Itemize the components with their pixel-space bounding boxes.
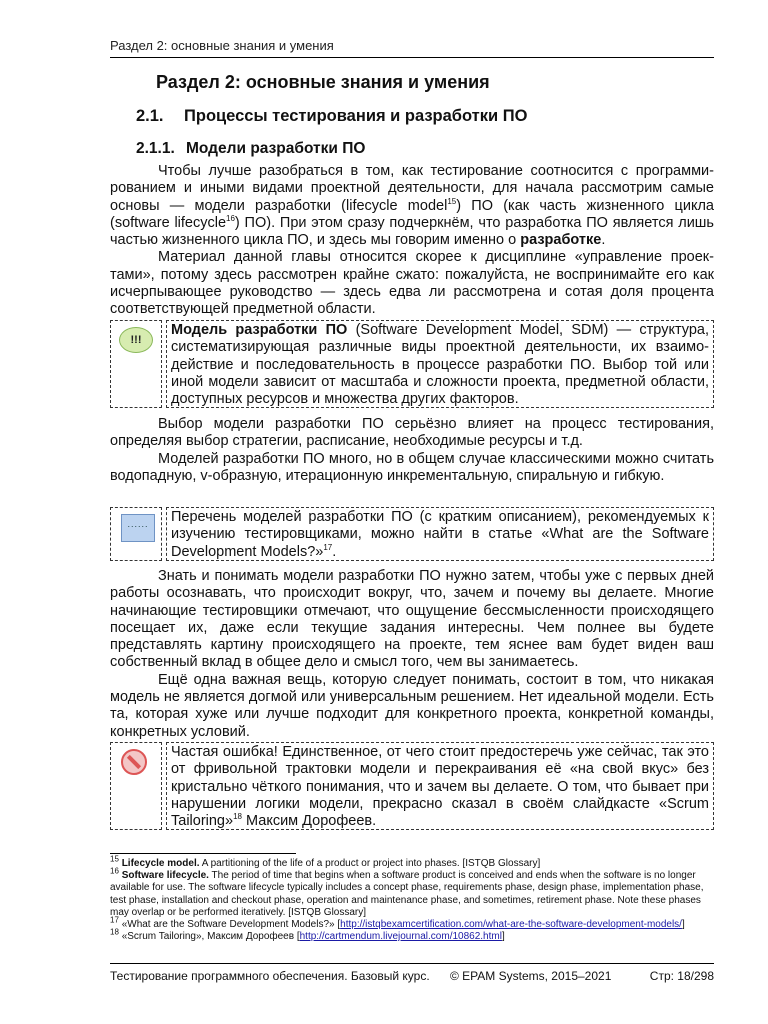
subsubsection-title: Модели разработки ПО — [186, 140, 366, 157]
bold-term-development: разработке — [520, 232, 602, 249]
running-header: Раздел 2: основные знания и умения — [110, 38, 714, 58]
footnote-15: $^{15}$ Lifecycle model. A partitioning of the life of a product or project into phases. [ISTQB Glossary] — [110, 854, 541, 869]
footnote-ref-15[interactable]: 15 — [447, 196, 457, 206]
paragraph-model-choice: Выбор модели разработки ПО серьёзно влияет на процесс тестирования, определяя выбор стратегии, расписание, необходимые ресурсы и т.д. — [110, 416, 714, 450]
paragraph-scope: Материал данной главы относится скорее к дисциплине «управление проектами», потому здесь рассмотрен крайне сжато: пожалуйста, не воспринимайте его как исчерпывающее руководство — здесь едва ли рассмотрена и сотая доля процента соответствующей предметной области. — [110, 249, 714, 318]
subsubsection-heading — [136, 140, 365, 158]
note-text: Перечень моделей разработки ПО (с кратким описанием), рекомендуемых к изучению тестировщиками, можно найти в статье «What are the Software Development Models?»$^{17}$. — [166, 507, 714, 561]
subsection-number: 2.1. — [136, 107, 164, 125]
intro-paragraphs — [110, 163, 714, 319]
exclamation-icon: !!! — [119, 327, 153, 353]
definition-callout — [110, 320, 714, 408]
paragraph-model-types: Моделей разработки ПО много, но в общем случае классическими можно считать водопадную, v-образную, итерационную инкрементальную, спиральную и гибкую. — [110, 450, 714, 484]
subsubsection-number: 2.1.1. — [136, 140, 175, 157]
paragraph-intro: Чтобы лучше разобраться в том, как тестирование соотносится с программированием и иными видами проектной деятельности, для начала рассмотрим самые основы — модели разработки (lifecycle model$^{15}$) ПО (как часть жизненного цикла (software lifecycle$^{16}$) ПО). При этом сразу подчеркнём, что разработка ПО является лишь частью жизненного цикла ПО, и здесь мы говорим именно о разработке. — [110, 163, 714, 249]
warning-text: Частая ошибка! Единственное, от чего стоит предостеречь уже сейчас, так это от фривольной трактовки модели и перекраивания её «на свой вкус» без кристально чёткого понимания, что и зачем вы делаете. О том, что бывает при нарушении логики модели, прекрасно сказал в своём слайдкасте «Scrum Tailoring»$^{18}$ Максим Дорофеев. — [166, 742, 714, 830]
section-title: Раздел 2: основные знания и умения — [156, 72, 490, 92]
paragraph-understanding: Знать и понимать модели разработки ПО нужно затем, чтобы уже с первых дней работы осознавать, что происходит вокруг, что, зачем и почему вы делаете. Многие начинающие тестировщики отмечают, что ощущение бессмысленности происходящего посещает их, даже если текущие задания интересны. Чем полнее вы будете представлять картину происходящего на проекте, тем яснее вам будет виден ваш собственный вклад в общее дело и смысл того, чем вы занимаетесь. — [110, 568, 714, 671]
paragraph-no-dogma: Ещё одна важная вещь, которую следует понимать, состоит в том, что никакая модель не является догмой или универсальным решением. Нет идеальной модели. Есть та, которая хуже или лучше подходит для конкретного проекта, конкретной команды, конкретных условий. — [110, 671, 714, 740]
footnote-17: $^{17}$ «What are the Software Development Models?» [http://istqbexamcertification.com/what-are-the-software-development-models/] — [110, 915, 685, 931]
footnote-ref-18[interactable]: 18 — [233, 812, 242, 822]
subsection-heading — [136, 107, 527, 126]
page-footer — [110, 963, 714, 983]
footer-page-number: Стр: 18/298 — [649, 969, 714, 983]
footnotes — [110, 854, 714, 943]
footnote-link-18[interactable]: http://cartmendum.livejournal.com/10862.html — [299, 931, 502, 943]
footnote-16: $^{16}$ Software lifecycle. The period of time that begins when a software product is conceived and ends when the software is no longer available for use. The software lifecycle typically includes a concept phase, requirements phase, design phase, implementation phase, test phase, installation and checkout phase, operation and maintenance phase, and sometimes, retirement phase. Note these phases may overlap or be performed iteratively. [ISTQB Glossary] — [110, 866, 704, 918]
warning-callout — [110, 742, 714, 830]
note-icon: ...... — [121, 514, 155, 542]
term-software-lifecycle: software lifecycle — [114, 214, 227, 231]
definition-term: Модель разработки ПО — [171, 322, 348, 338]
prohibited-icon — [121, 749, 147, 775]
subsection-title: Процессы тестирования и разработки ПО — [184, 107, 528, 125]
definition-text: Модель разработки ПО (Software Development Model, SDM) — структура, систематизирующая различные виды проектной деятельности, их взаимодействие и последовательность в процессе разработки ПО. Выбор той или иной модели зависит от масштаба и сложности проекта, предметной области, доступных ресурсов и множества других факторов. — [166, 320, 714, 408]
footnote-link-17[interactable]: http://istqbexamcertification.com/what-are-the-software-development-models/ — [340, 919, 682, 931]
term-lifecycle-model: lifecycle model — [346, 197, 448, 214]
footer-book-title: Тестирование программного обеспечения. Базовый курс. — [110, 969, 430, 983]
talk-title: Scrum Tailoring — [171, 795, 709, 830]
model-choice-paragraphs — [110, 416, 714, 485]
footnote-ref-16[interactable]: 16 — [226, 214, 235, 224]
footnote-ref-17[interactable]: 17 — [323, 542, 333, 552]
understanding-paragraphs — [110, 568, 714, 741]
note-callout — [110, 507, 714, 561]
footnote-divider — [110, 853, 296, 854]
footnote-18: $^{18}$ «Scrum Tailoring», Максим Дорофеев [http://cartmendum.livejournal.com/10862.html] — [110, 927, 505, 943]
footer-copyright: © EPAM Systems, 2015–2021 — [450, 969, 612, 983]
article-title: What are the Software Development Models? — [171, 526, 709, 560]
